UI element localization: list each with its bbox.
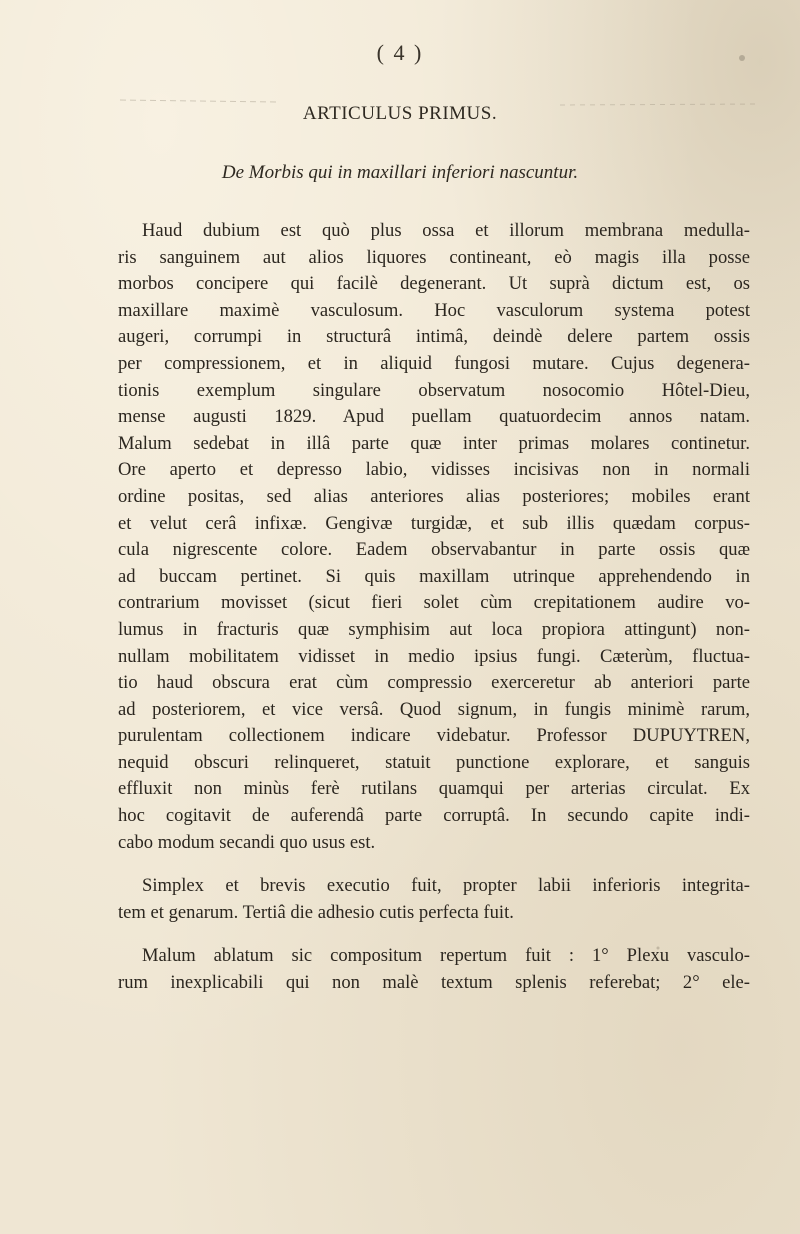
text-line: Simplex et brevis executio fuit, propter labii inferioris integrita- [142,875,750,897]
text-line: nullam mobilitatem vidisset in medio ipsius fungi. Cæterùm, fluctua- [118,645,750,667]
text-line: et velut cerâ infixæ. Gengivæ turgidæ, et sub illis quædam corpus- [118,512,750,534]
text-line: per compressionem, et in aliquid fungosi mutare. Cujus degenera- [118,352,750,374]
text-line: purulentam collectionem indicare videbatur. Professor DUPUYTREN, [118,725,750,747]
text-line: tionis exemplum singulare observatum nosocomio Hôtel-Dieu, [118,379,750,401]
paragraph-2 [118,873,750,926]
text-line: contrarium movisset (sicut fieri solet cùm crepitationem audire vo- [118,592,750,614]
body-text [118,218,750,997]
text-line: tem et genarum. Tertiâ die adhesio cutis perfecta fuit. [118,901,514,923]
text-line: Malum sedebat in illâ parte quæ inter primas molares continetur. [118,432,750,454]
text-line: rum inexplicabili qui non malè textum splenis referebat; 2° ele- [118,972,750,994]
text-line: effluxit non minùs ferè rutilans quamqui per arterias circulat. Ex [118,778,750,800]
text-line: maxillare maximè vasculosum. Hoc vasculorum systema potest [118,299,750,321]
paragraph-3 [118,943,750,996]
text-line: mense augusti 1829. Apud puellam quatuordecim annos natam. [118,406,750,428]
page-number: ( 4 ) [376,40,424,65]
text-line: ad buccam pertinet. Si quis maxillam utrinque apprehendendo in [118,565,750,587]
paragraph-1 [118,218,750,856]
text-line: Ore aperto et depresso labio, vidisses incisivas non in normali [118,459,750,481]
text-line: cabo modum secandi quo usus est. [118,831,376,853]
text-line: Malum ablatum sic compositum repertum fuit : 1° Plexu vasculo- [142,945,750,967]
article-heading: ARTICULUS PRIMUS. [302,103,498,124]
text-line: cula nigrescente colore. Eadem observabantur in parte ossis quæ [118,539,750,561]
text-line: ordine positas, sed alias anteriores alias posteriores; mobiles erant [118,485,750,507]
article-subheading: De Morbis qui in maxillari inferiori nascuntur. [221,162,579,183]
text-line: ris sanguinem aut alios liquores contineant, eò magis illa posse [118,246,750,268]
text-line: augeri, corrumpi in structurâ intimâ, deindè delere partem ossis [118,326,750,348]
text-line: morbos concipere qui facilè degenerant. Ut suprà dictum est, os [118,273,750,295]
text-line: nequid obscuri relinqueret, statuit punctione explorare, et sanguis [118,751,750,773]
text-line: hoc cogitavit de auferendâ parte corruptâ. In secundo capite indi- [118,805,750,827]
text-line: Haud dubium est quò plus ossa et illorum membrana medulla- [142,220,750,241]
text-line: ad posteriorem, et vice versâ. Quod signum, in fungis minimè rarum, [118,698,750,720]
text-line: lumus in fracturis quæ symphisim aut loca propiora attingunt) non- [118,618,750,640]
text-line: tio haud obscura erat cùm compressio exerceretur ab anteriori parte [118,672,750,694]
